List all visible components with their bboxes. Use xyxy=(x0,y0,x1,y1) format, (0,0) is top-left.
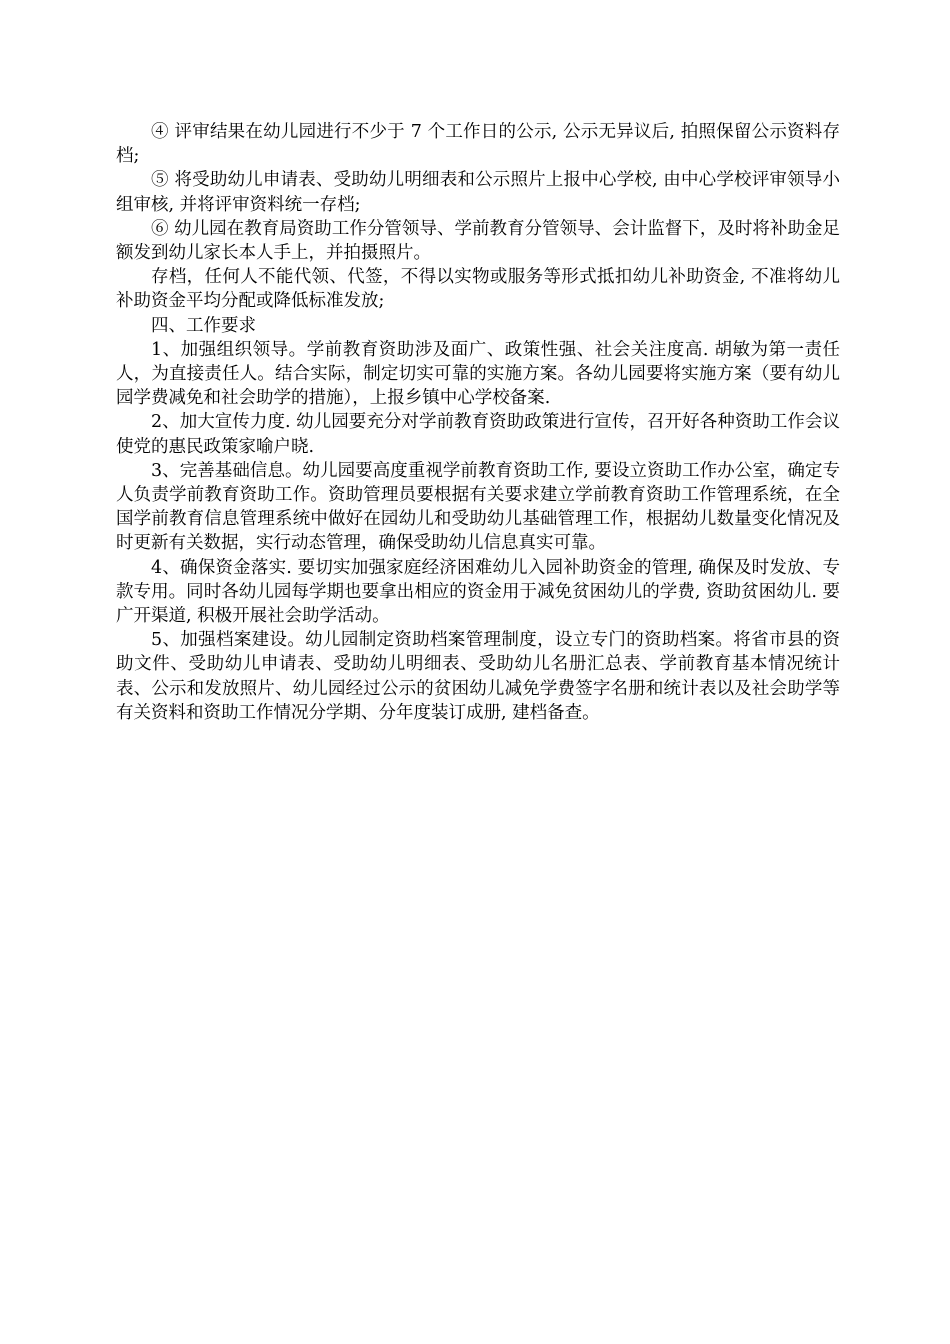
paragraph-funding-implementation: 4、确保资金落实. 要切实加强家庭经济困难幼儿入园补助资金的管理, 确保及时发放、专款专用。同时各幼儿园每学期也要拿出相应的资金用于减免贫困幼儿的学费, 资助贫困幼儿. 要广开渠道, 积极开展社会助学活动。 xyxy=(116,557,840,627)
section-heading-work-requirements: 四、工作要求 xyxy=(151,315,256,336)
paragraph-review-publicity: ④ 评审结果在幼儿园进行不少于 7 个工作日的公示, 公示无异议后, 拍照保留公示资料存档; xyxy=(116,122,840,167)
paragraph-report-center-school: ⑤ 将受助幼儿申请表、受助幼儿明细表和公示照片上报中心学校, 由中心学校评审领导小组审核, 并将评审资料统一存档; xyxy=(116,170,840,215)
paragraph-organization-leadership: 1、加强组织领导。学前教育资助涉及面广、政策性强、社会关注度高. 胡敏为第一责任人，为直接责任人。结合实际，制定切实可靠的实施方案。各幼儿园要将实施方案（要有幼儿园学费减免和社会助学的措施），上报乡镇中心学校备案. xyxy=(116,339,840,409)
paragraph-basic-information: 3、完善基础信息。幼儿园要高度重视学前教育资助工作, 要设立资助工作办公室，确定专人负责学前教育资助工作。资助管理员要根据有关要求建立学前教育资助工作管理系统，在全国学前教育信息管理系统中做好在园幼儿和受助幼儿基础管理工作，根据幼儿数量变化情况及时更新有关数据，实行动态管理，确保受助幼儿信息真实可靠。 xyxy=(116,460,840,554)
paragraph-subsidy-distribution: ⑥ 幼儿园在教育局资助工作分管领导、学前教育分管领导、会计监督下，及时将补助金足额发到幼儿家长本人手上，并拍摄照片。 xyxy=(116,218,840,264)
paragraph-publicity: 2、加大宣传力度. 幼儿园要充分对学前教育资助政策进行宣传，召开好各种资助工作会议使党的惠民政策家喻户晓. xyxy=(116,412,840,457)
document-body xyxy=(116,120,840,725)
paragraph-archive-rules: 存档，任何人不能代领、代签，不得以实物或服务等形式抵扣幼儿补助资金, 不准将幼儿补助资金平均分配或降低标准发放; xyxy=(116,267,840,312)
paragraph-archive-construction: 5、加强档案建设。幼儿园制定资助档案管理制度，设立专门的资助档案。将省市县的资助文件、受助幼儿申请表、受助幼儿明细表、受助幼儿名册汇总表、学前教育基本情况统计表、公示和发放照片、幼儿园经过公示的贫困幼儿减免学费签字名册和统计表以及社会助学等有关资料和资助工作情况分学期、分年度装订成册, 建档备查。 xyxy=(116,630,840,723)
